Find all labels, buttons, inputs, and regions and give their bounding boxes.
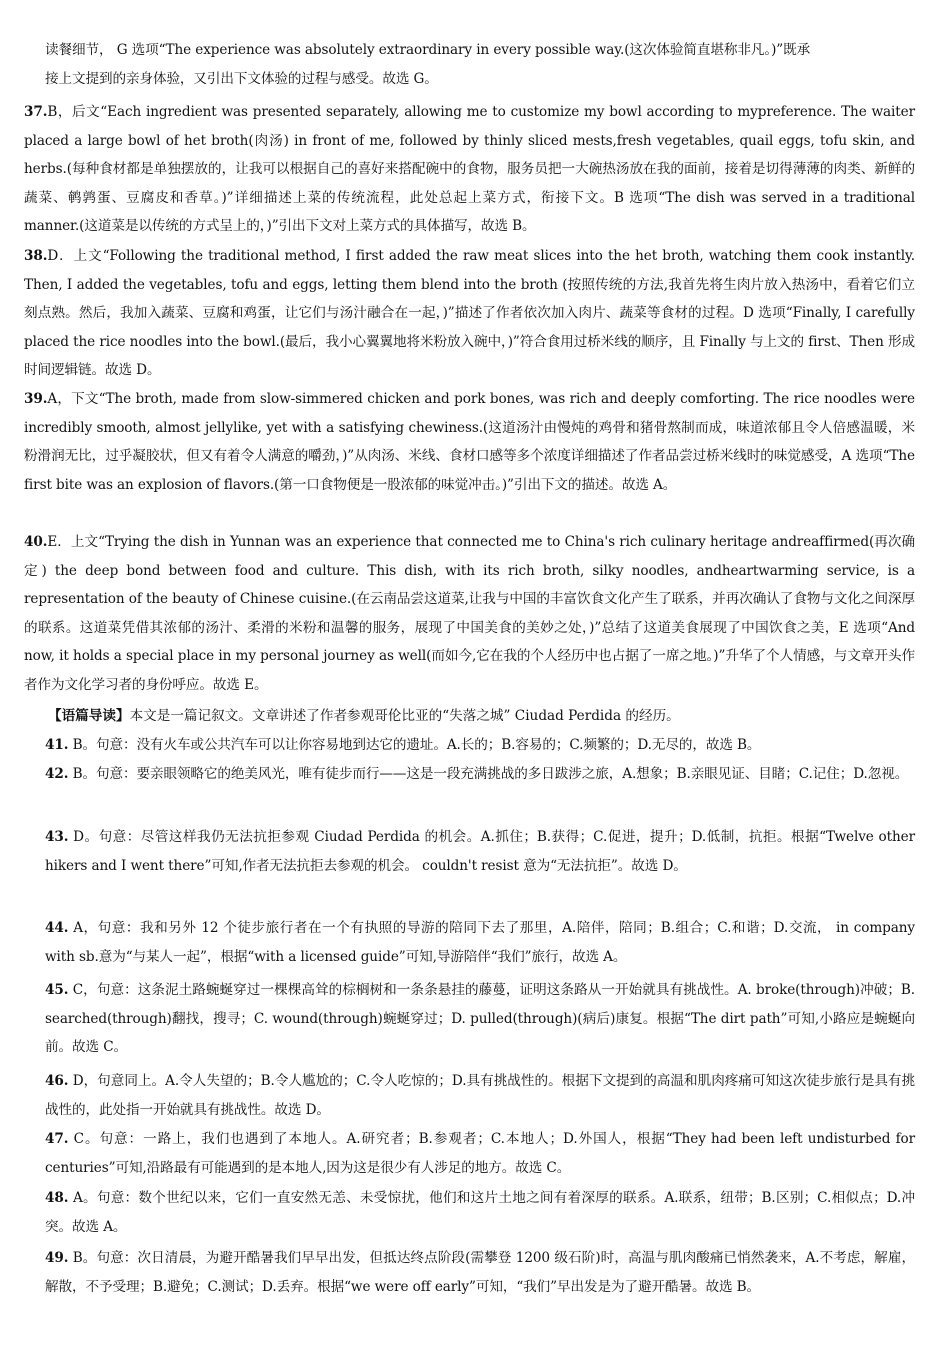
answer-40 <box>24 528 915 700</box>
question-number: 41. <box>45 737 69 753</box>
cloze-44 <box>45 914 915 971</box>
question-number: 46. <box>45 1073 69 1089</box>
question-number: 42. <box>45 766 69 782</box>
cloze-43 <box>45 823 915 880</box>
answer-text: B，后文“Each ingredient was presented separately, allowing me to customize my bowl according to mypreference. The waiter placed a large bowl of het broth(肉汤) in front of me, followed by thinly sliced mests,fresh vegetables, quail eggs, tofu skin, and herbs.(每种食材都是单独摆放的，让我可以根据自己的喜好来搭配碗中的食物，服务员把一大碗热汤放在我的面前，接着是切得薄薄的肉类、新鲜的蔬菜、鹌鹑蛋、豆腐皮和香草。)”详细描述上菜的传统流程，此处总起上菜方式，衔接下文。B 选项“The dish was served in a traditional manner.(这道菜是以传统的方式呈上的，)”引出下文对上菜方式的具体描写，故选 B。 <box>24 104 915 235</box>
text-line: 读餐细节， G 选项“The experience was absolutely extraordinary in every possible way.(这次体验简直堪称非凡。)”既承 <box>45 42 811 58</box>
answer-text: A，下文“The broth, made from slow-simmered chicken and pork bones, was rich and deeply comforting. The rice noodles were incredibly smooth, almost jellylike, yet with a satisfying chewiness.(这道汤汁由慢炖的鸡骨和猪骨熬制而成，味道浓郁且令人倍感温暖，米粉滑润无比，过乎凝胶状，但又有着令人满意的嚼劲，)”从肉汤、米线、食材口感等多个浓度详细描述了作者品尝过桥米线时的味觉感受，A 选项“The first bite was an explosion of flavors.(第一口食物便是一股浓郁的味觉冲击。)”引出下文的描述。故选 A。 <box>24 391 915 493</box>
question-number: 44. <box>45 920 69 936</box>
question-number: 39. <box>24 391 48 407</box>
cloze-46 <box>45 1067 915 1124</box>
cloze-47 <box>45 1125 915 1182</box>
answer-text: C。句意：一路上，我们也遇到了本地人。A.研究者；B.参观者；C.本地人；D.外国人，根据“They had been left undisturbed for centuries”可知,沿路最有可能遇到的是本地人,因为这是很少有人涉足的地方。故选 C。 <box>45 1131 915 1176</box>
question-number: 47. <box>45 1131 69 1147</box>
answer-text: B。句意：次日清晨，为避开酷暑我们早早出发，但抵达终点阶段(需攀登 1200 级石阶)时，高温与肌肉酸痛已悄然袭来，A.不考虑，解雇，解散，不予受理；B.避免；C.测试；D.丢弃。根据“we were off early”可知，“我们”早出发是为了避开酷暑。故选 B。 <box>45 1250 915 1295</box>
answer-text: A。句意：数个世纪以来，它们一直安然无恙、未受惊扰，他们和这片土地之间有着深厚的联系。A.联系，纽带；B.区别；C.相似点；D.冲突。故选 A。 <box>45 1190 915 1235</box>
answer-37 <box>24 98 915 241</box>
passage-guide <box>48 702 928 730</box>
cloze-42 <box>45 760 915 789</box>
answer-text: D。句意：尽管这样我仍无法抗拒参观 Ciudad Perdida 的机会。A.抓住；B.获得；C.促进，提升；D.低制，抗拒。根据“Twelve other hikers and I went there”可知,作者无法抗拒去参观的机会。 couldn't resist 意为“无法抗拒”。故选 D。 <box>45 829 915 874</box>
cloze-48 <box>45 1184 915 1241</box>
answer-text: D，句意同上。A.令人失望的；B.令人尴尬的；C.令人吃惊的；D.具有挑战性的。根据下文提到的高温和肌肉疼痛可知这次徒步旅行是具有挑战性的，此处指一开始就具有挑战性。故选 D。 <box>45 1073 915 1118</box>
cloze-41 <box>45 731 915 760</box>
question-number: 43. <box>45 829 69 845</box>
answer-text: A，句意：我和另外 12 个徒步旅行者在一个有执照的导游的陪同下去了那里，A.陪伴，陪同；B.组合；C.和谐；D.交流， in company with sb.意为“与某人一起”，根据“with a licensed guide”可知,导游陪伴“我们”旅行，故选 A。 <box>45 920 915 965</box>
question-number: 37. <box>24 104 48 120</box>
answer-39 <box>24 385 915 499</box>
intro-paragraph <box>45 36 915 93</box>
answer-text: C，句意：这条泥土路蜿蜒穿过一棵棵高耸的棕榈树和一条条悬挂的藤蔓，证明这条路从一开始就具有挑战性。A. broke(through)冲破；B. searched(through)翻找，搜寻；C. wound(through)蜿蜒穿过；D. pulled(through)(病后)康复。根据“The dirt path”可知,小路应是蜿蜒向前。故选 C。 <box>45 982 915 1056</box>
passage-guide-tag: 【语篇导读】 <box>48 708 130 724</box>
text-line: 接上文提到的亲身体验，又引出下文体验的过程与感受。故选 G。 <box>45 70 438 87</box>
passage-guide-text: 本文是一篇记叙文。文章讲述了作者参观哥伦比亚的“失落之城” Ciudad Perdida 的经历。 <box>129 708 680 724</box>
question-number: 40. <box>24 534 48 550</box>
cloze-45 <box>45 976 915 1062</box>
question-number: 38. <box>24 248 48 264</box>
answer-text: D．上文“Following the traditional method, I first added the raw meat slices into the het broth, watching them cook instantly. Then, I added the vegetables, tofu and eggs, letting them blend into the broth (按照传统的方法,我首先将生肉片放入热汤中，看着它们立刻点熟。然后，我加入蔬菜、豆腐和鸡蛋，让它们与汤汁融合在一起，)”描述了作者依次加入肉片、蔬菜等食材的过程。D 选项“Finally, I carefully placed the rice noodles into the bowl.(最后，我小心翼翼地将米粉放入碗中，)”符合食用过桥米线的顺序，且 Finally 与上文的 first、Then 形成时间逻辑链。故选 D。 <box>24 248 915 379</box>
question-number: 48. <box>45 1190 69 1206</box>
answer-text: B。句意：要亲眼领略它的绝美风光，唯有徒步而行——这是一段充满挑战的多日跋涉之旅，A.想象；B.亲眼见证、目睹；C.记住；D.忽视。 <box>72 766 909 782</box>
answer-text: B。句意：没有火车或公共汽车可以让你容易地到达它的遗址。A.长的；B.容易的；C.频繁的；D.无尽的，故选 B。 <box>72 737 761 753</box>
question-number: 49. <box>45 1250 69 1266</box>
cloze-49 <box>45 1244 915 1301</box>
question-number: 45. <box>45 982 69 998</box>
answer-38 <box>24 242 915 385</box>
answer-text: E．上文“Trying the dish in Yunnan was an experience that connected me to China's rich culinary heritage andreaffirmed(再次确定) the deep bond between food and culture. This dish, with its rich broth, silky noodles, andheartwarming service, is a representation of the beauty of Chinese cuisine.(在云南品尝这道菜,让我与中国的丰富饮食文化产生了联系，并再次确认了食物与文化之间深厚的联系。这道菜凭借其浓郁的汤汁、柔滑的米粉和温馨的服务，展现了中国美食的美妙之处，)”总结了这道美食展现了中国饮食之美，E 选项“And now, it holds a special place in my personal journey as well(而如今,它在我的个人经历中也占据了一席之地。)”升华了个人情感，与文章开头作者作为文化学习者的身份呼应。故选 E。 <box>24 534 915 693</box>
